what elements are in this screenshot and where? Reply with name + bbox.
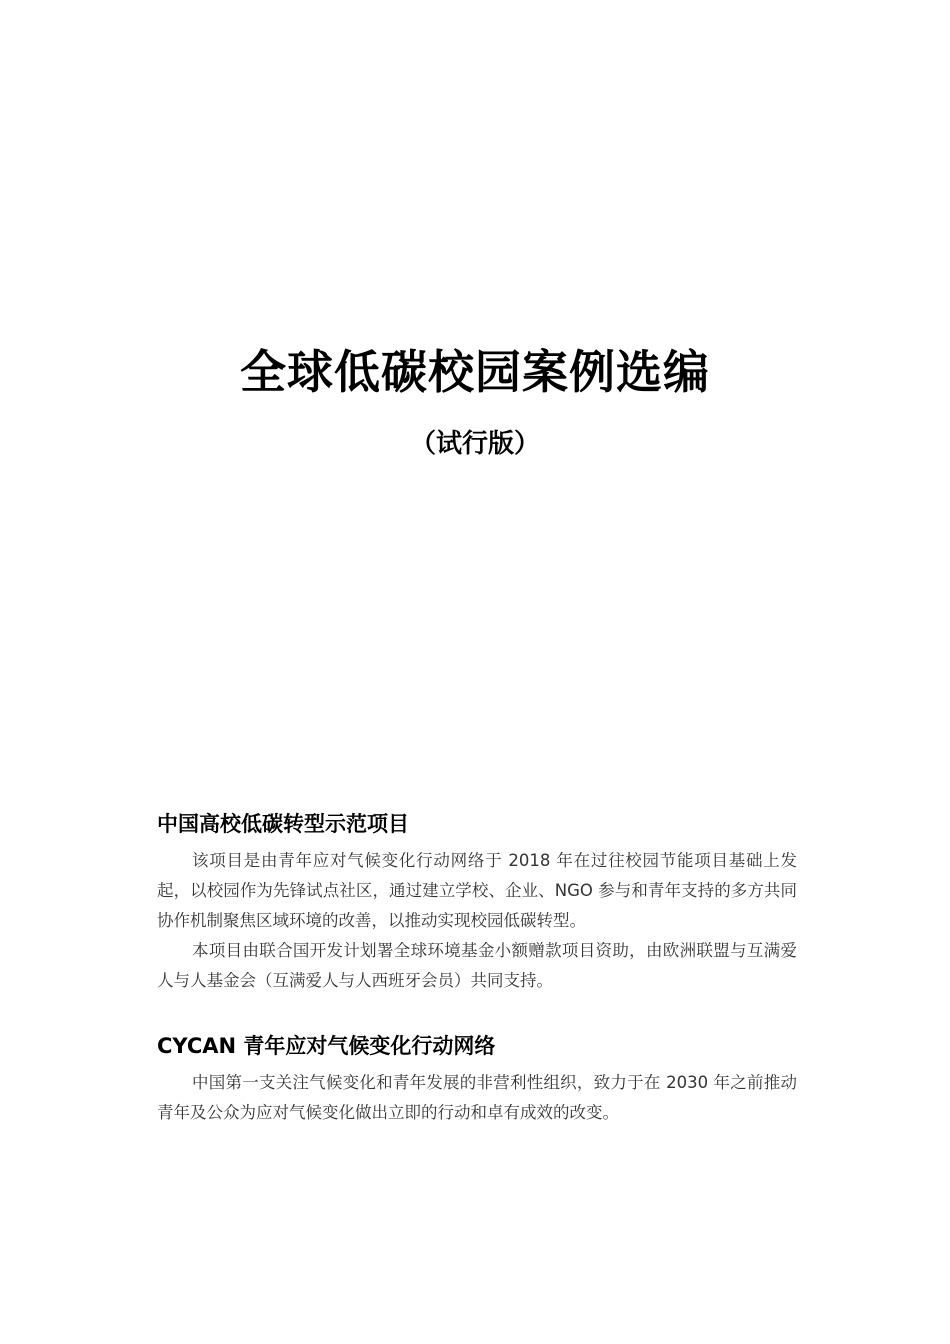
section-heading-project: 中国高校低碳转型示范项目 — [157, 812, 409, 836]
organization-paragraph-mission: 中国第一支关注气候变化和青年发展的非营利性组织，致力于在 2030 年之前推动青年及公众为应对气候变化做出立即的行动和卓有成效的改变。 — [157, 1073, 797, 1122]
section-organization — [157, 1028, 797, 1128]
document-title: 全球低碳校园案例选编 — [240, 345, 710, 399]
project-paragraph-intro: 该项目是由青年应对气候变化行动网络于 2018 年在过往校园节能项目基础上发起，以校园作为先锋试点社区，通过建立学校、企业、NGO 参与和青年支持的多方共同协作机制聚焦区域环境的改善，以推动实现校园低碳转型。 — [157, 851, 797, 930]
section-heading-organization: CYCAN 青年应对气候变化行动网络 — [157, 1034, 496, 1058]
project-paragraph-funding: 本项目由联合国开发计划署全球环境基金小额赠款项目资助，由欧洲联盟与互满爱人与人基金会（互满爱人与人西班牙会员）共同支持。 — [157, 941, 797, 990]
document-subtitle: （试行版） — [409, 429, 540, 459]
section-project — [157, 806, 797, 996]
